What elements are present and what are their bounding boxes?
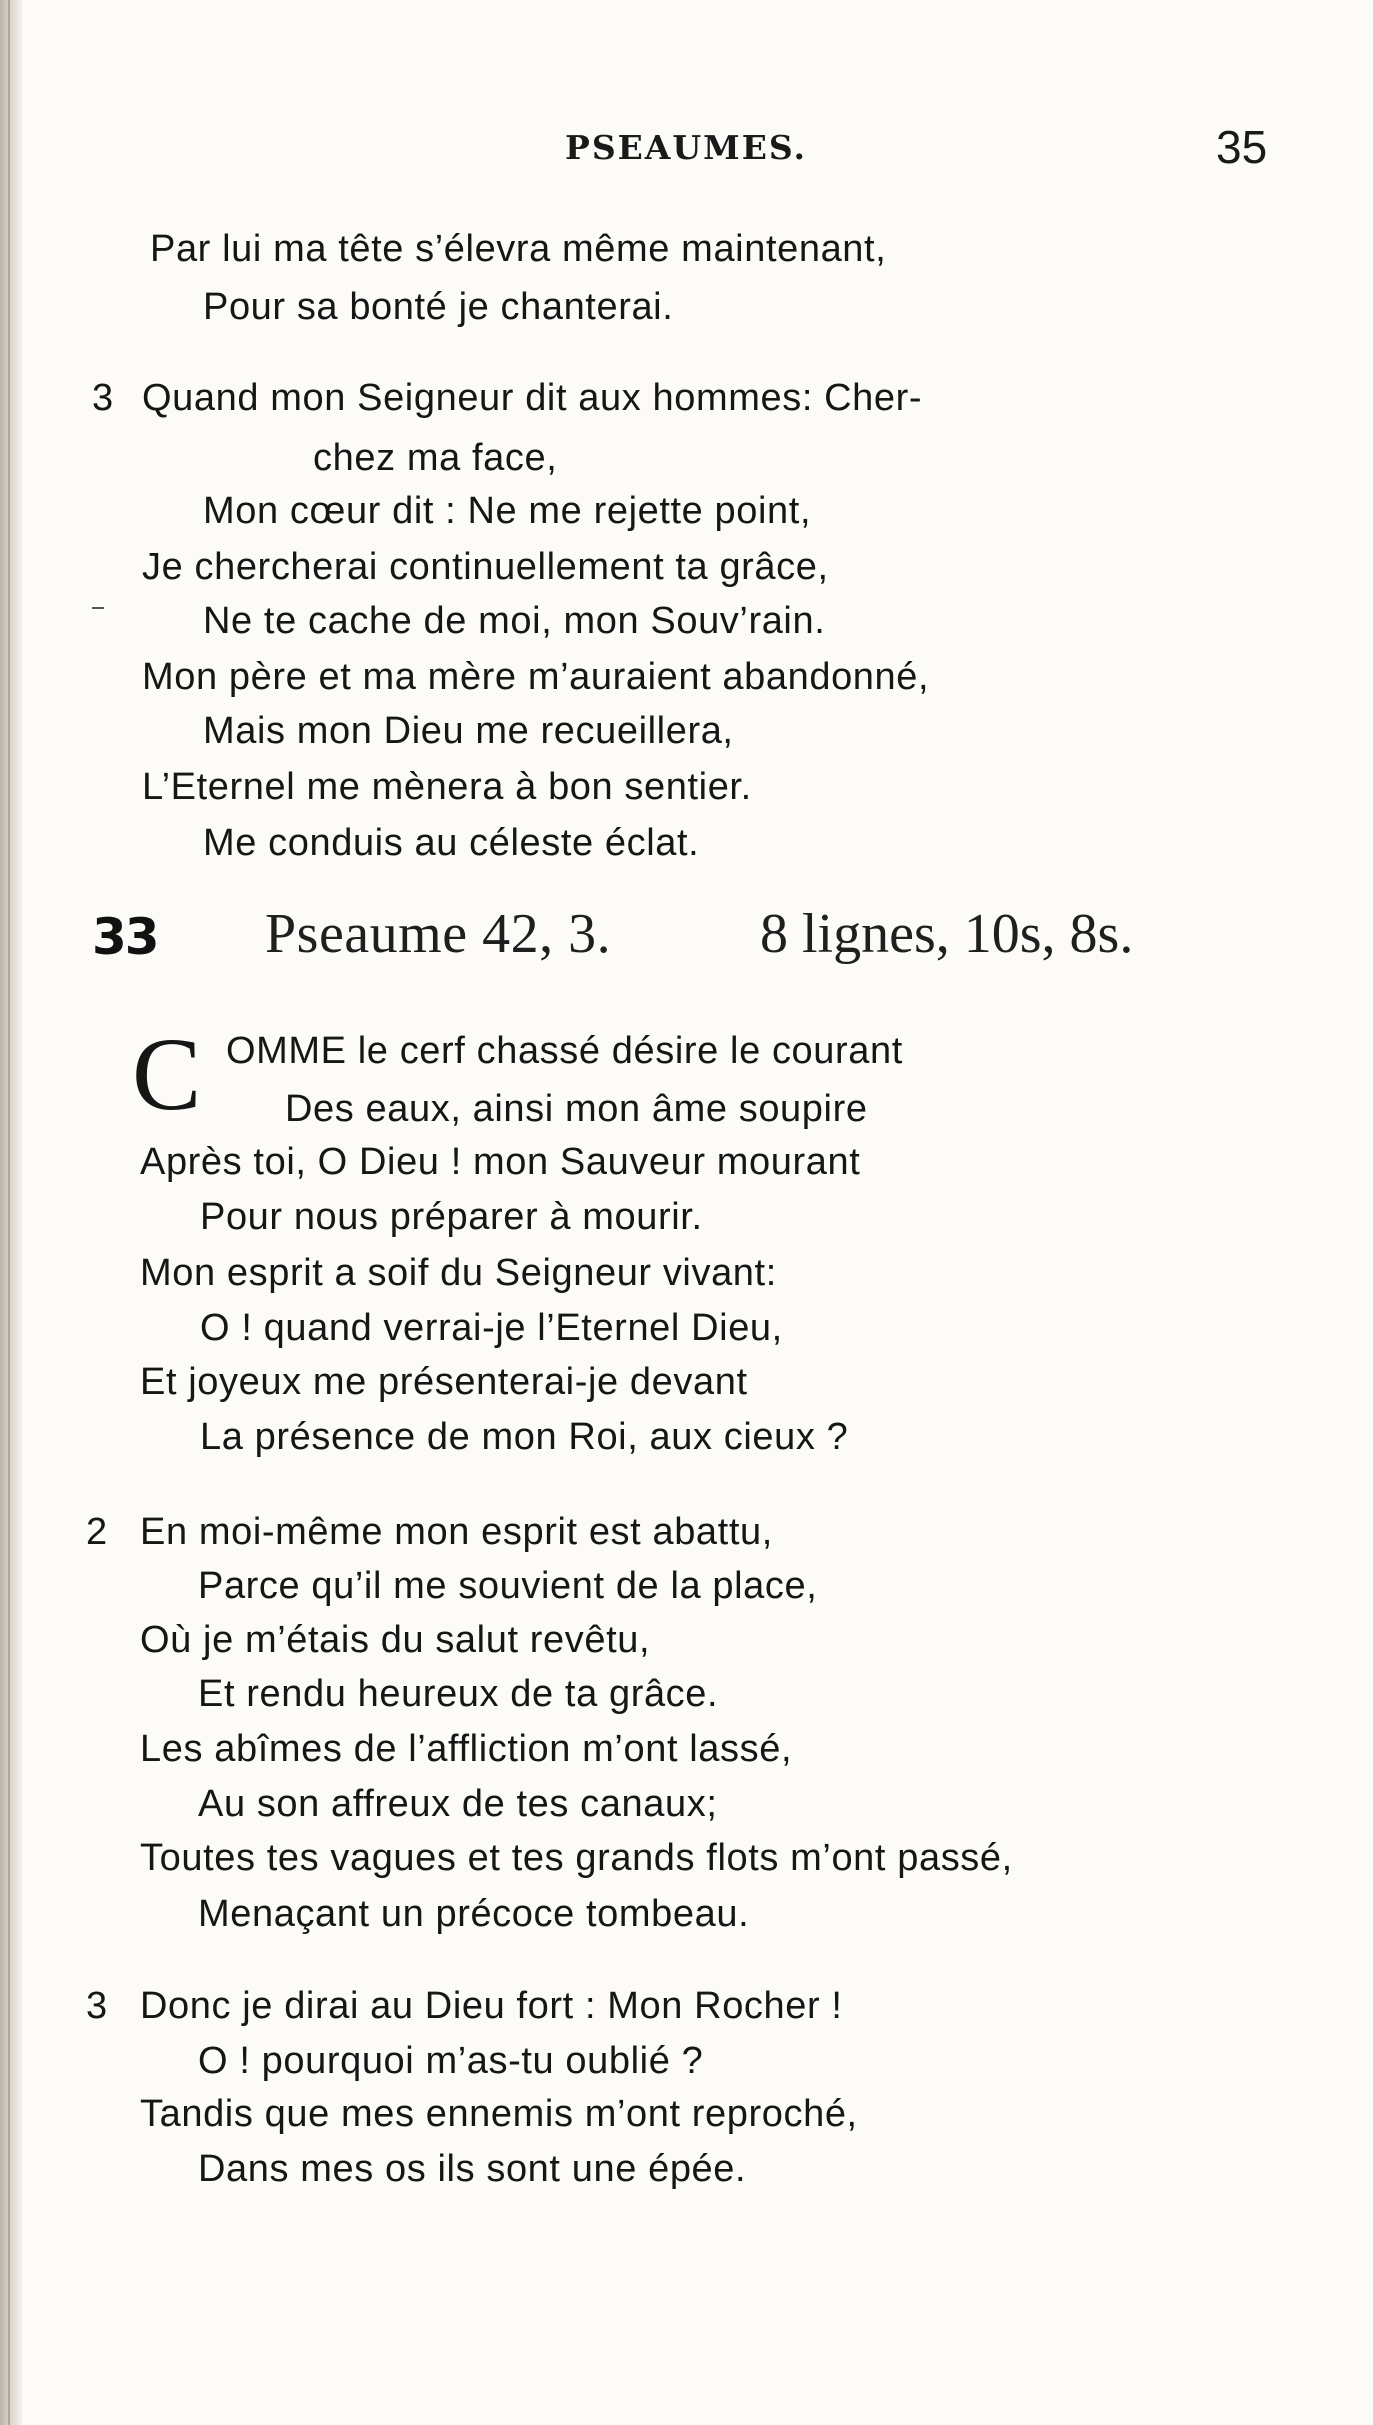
verse-line: chez ma face, (313, 437, 558, 479)
continuation-line: Par lui ma tête s’élevra même maintenant, (150, 228, 887, 270)
verse-line: Au son affreux de tes canaux; (198, 1783, 718, 1825)
verse-line: Me conduis au céleste éclat. (203, 822, 700, 864)
verse-line: Les abîmes de l’affliction m’ont lassé, (140, 1728, 793, 1770)
hymn-title: Pseaume 42, 3. (265, 903, 612, 965)
verse-line: Mon cœur dit : Ne me rejette point, (203, 490, 812, 532)
verse-line: Mon père et ma mère m’auraient abandonné, (142, 656, 930, 698)
verse-line: O ! quand verrai-je l’Eternel Dieu, (200, 1307, 783, 1349)
stanza-number: 2 (86, 1511, 108, 1553)
verse-line: Et rendu heureux de ta grâce. (198, 1673, 719, 1715)
hymn-meter: 8 lignes, 10s, 8s. (760, 903, 1134, 965)
verse-line: Des eaux, ainsi mon âme soupire (285, 1088, 868, 1130)
verse-line: L’Eternel me mènera à bon sentier. (142, 766, 752, 808)
stanza-number: 3 (92, 377, 114, 419)
drop-cap: C (132, 1017, 202, 1132)
verse-line: Mon esprit a soif du Seigneur vivant: (140, 1252, 777, 1294)
verse-line: O ! pourquoi m’as-tu oublié ? (198, 2040, 704, 2082)
continuation-line: Pour sa bonté je chanterai. (203, 286, 674, 328)
verse-line: Après toi, O Dieu ! mon Sauveur mourant (140, 1141, 861, 1183)
verse-line: En moi-même mon esprit est abattu, (140, 1511, 773, 1553)
page-number: 35 (1216, 121, 1268, 173)
margin-mark (92, 607, 104, 609)
running-title: PSEAUMES. (565, 128, 808, 167)
verse-line: Donc je dirai au Dieu fort : Mon Rocher ! (140, 1985, 843, 2027)
verse-line: OMME le cerf chassé désire le courant (226, 1030, 903, 1072)
verse-line: Menaçant un précoce tombeau. (198, 1893, 750, 1935)
verse-line: La présence de mon Roi, aux cieux ? (200, 1416, 849, 1458)
verse-line: Pour nous préparer à mourir. (200, 1196, 703, 1238)
verse-line: Quand mon Seigneur dit aux hommes: Cher- (142, 377, 923, 419)
verse-line: Mais mon Dieu me recueillera, (203, 710, 734, 752)
page-gutter (0, 0, 22, 2425)
hymn-number: 33 (92, 908, 158, 966)
verse-line: Dans mes os ils sont une épée. (198, 2148, 747, 2190)
verse-line: Et joyeux me présenterai-je devant (140, 1361, 748, 1403)
stanza-number: 3 (86, 1985, 108, 2027)
verse-line: Je chercherai continuellement ta grâce, (142, 546, 829, 588)
verse-line: Tandis que mes ennemis m’ont reproché, (140, 2093, 858, 2135)
verse-line: Toutes tes vagues et tes grands flots m’ont passé, (140, 1837, 1013, 1879)
verse-line: Parce qu’il me souvient de la place, (198, 1565, 818, 1607)
binding-edge (8, 0, 10, 2425)
verse-line: Ne te cache de moi, mon Souv’rain. (203, 600, 826, 642)
verse-line: Où je m’étais du salut revêtu, (140, 1619, 651, 1661)
